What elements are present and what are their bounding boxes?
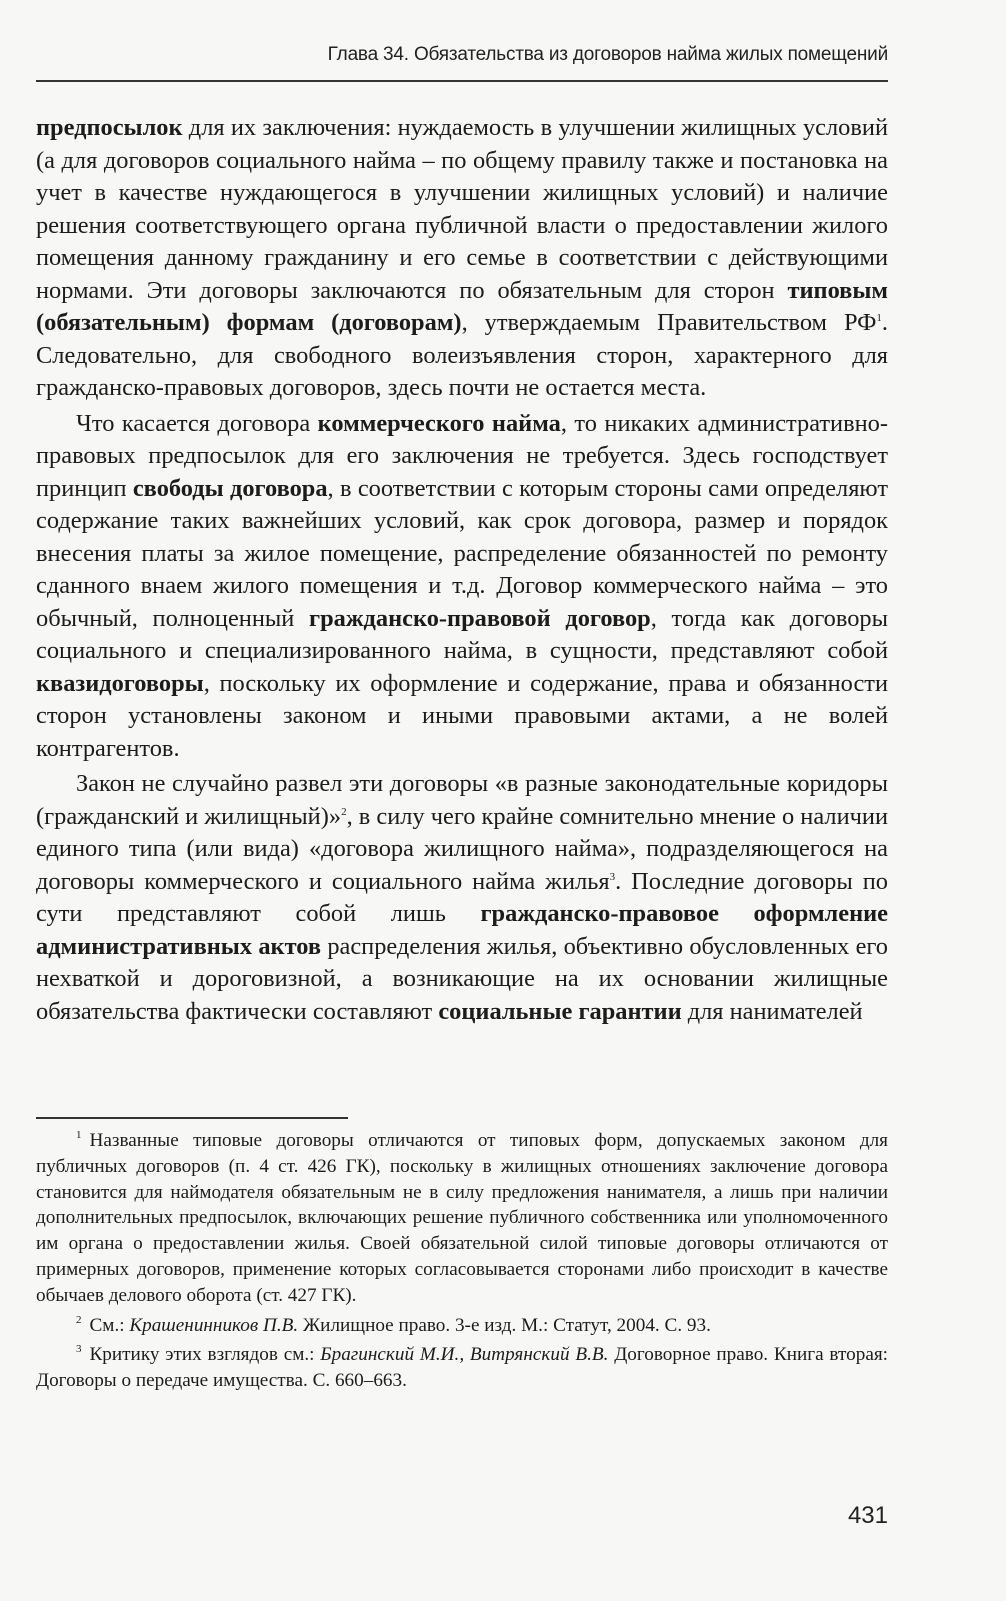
- text-run: распределения жилья, объективно обусловленных его нехваткой и дороговизной, а возникающие на их основании жилищные обязательства фактически составляют: [36, 932, 888, 1025]
- header-rule: [36, 80, 888, 82]
- footnote-text: Критику этих взглядов см.:: [89, 1344, 321, 1366]
- running-header: Глава 34. Обязательства из договоров найма жилых помещений: [327, 44, 888, 65]
- paragraph-3: [36, 768, 888, 1028]
- footnote-2: [36, 1313, 888, 1339]
- text-run: , поскольку их оформление и содержание, права и обязанности сторон установлены законом и иными правовыми актами, а не волей контрагентов.: [36, 669, 888, 762]
- text-run: Что касается договора: [76, 409, 318, 437]
- text-run: . Следовательно, для свободного волеизъявления сторон, характерного для гражданско-правовых договоров, здесь почти не остается места.: [36, 309, 888, 401]
- bold-term: социальные гарантии: [438, 997, 682, 1025]
- text-run: , утверждаемым Правительством РФ: [461, 309, 877, 336]
- footnote-separator: [36, 1117, 348, 1119]
- text-run: для их заключения: нуждаемость в улучшении жилищных условий (а для договоров социального найма – по общему правилу также и постановка на учет в качестве нуждающегося в улучшении жилищных условий) и наличие решения соответствующего органа публичной власти о предоставлении жилого помещения данному гражданину и его семье в соответствии с действующими нормами. Эти договоры заключаются по обязательным для сторон: [36, 114, 888, 304]
- text-run: для нанимателей: [681, 997, 863, 1025]
- footnote-ref-1[interactable]: 1: [876, 312, 882, 324]
- bold-term: предпосылок: [36, 114, 183, 141]
- footnote-mark: 1: [76, 1129, 82, 1141]
- footnote-mark: 3: [76, 1343, 82, 1356]
- footnote-ref-3[interactable]: 3: [609, 870, 616, 883]
- text-run: , в соответствии с которым стороны сами определяют содержание таких важнейших условий, как срок договора, размер и порядок внесения платы за жилое помещение, распределение обязанностей по ремонту сданного внаем жилого помещения и т.д. Договор коммерческого найма – это обычный, полноценный: [36, 474, 888, 632]
- text-run: , то никаких административно-правовых предпосылок для его заключения не требуется. Здесь господствует принцип: [36, 409, 888, 502]
- footnote-text: Названные типовые договоры отличаются от типовых форм, допускаемых законом для публичных договоров (п. 4 ст. 426 ГК), поскольку в жилищных отношениях заключение договора становится для наймодателя обязательным не в силу предложения нанимателя, а лишь при наличии дополнительных предпосылок, включающих решение публичного собственника или уполномоченного им органа о предоставлении жилья. Своей обязательной силой типовые договоры отличаются от примерных договоров, применение которых согласовывается сторонами либо происходит в качестве обычаев делового оборота (ст. 427 ГК).: [36, 1130, 888, 1306]
- paragraph-2: [36, 408, 888, 766]
- bold-term: коммерческого найма: [317, 409, 561, 437]
- bold-term: типовым (обязательным) формам (договорам): [36, 276, 888, 336]
- footnote-1: [36, 1128, 888, 1309]
- footnote-3: [36, 1342, 888, 1394]
- bold-term: квазидоговоры: [36, 669, 204, 697]
- footnote-text: Жилищное право. 3-е изд. М.: Статут, 2004. С. 93.: [298, 1314, 711, 1336]
- text-run: , тогда как договоры социального и специализированного найма, в сущности, представляют собой: [36, 604, 888, 664]
- footnote-text: См.:: [89, 1314, 130, 1336]
- footnote-mark: 2: [76, 1313, 82, 1326]
- bold-term: свободы договора: [132, 474, 328, 502]
- text-run: . Последние договоры по сути представляют собой лишь: [36, 867, 888, 927]
- footnote-text: Договорное право. Книга вторая: Договоры о передаче имущества. С. 660–663.: [36, 1344, 888, 1392]
- paragraph-1: [36, 112, 888, 405]
- main-text: [36, 112, 888, 1028]
- text-run: , в силу чего крайне сомнительно мнение о наличии единого типа (или вида) «договора жилищного найма», подразделяющегося на договоры коммерческого и социального найма жилья: [36, 802, 888, 895]
- text-run: Закон не случайно развел эти договоры «в разные законодательные коридоры (гражданский и жилищный)»: [36, 770, 888, 830]
- footnotes: [36, 1128, 888, 1398]
- cited-author: Крашенинников П.В.: [129, 1314, 299, 1336]
- cited-author: Брагинский М.И., Витрянский В.В.: [320, 1344, 609, 1366]
- bold-term: гражданско-правовой договор: [309, 604, 651, 632]
- footnote-ref-2[interactable]: 2: [341, 805, 347, 818]
- bold-term: гражданско-правовое оформление административных актов: [36, 900, 889, 960]
- page-number: 431: [847, 1502, 888, 1529]
